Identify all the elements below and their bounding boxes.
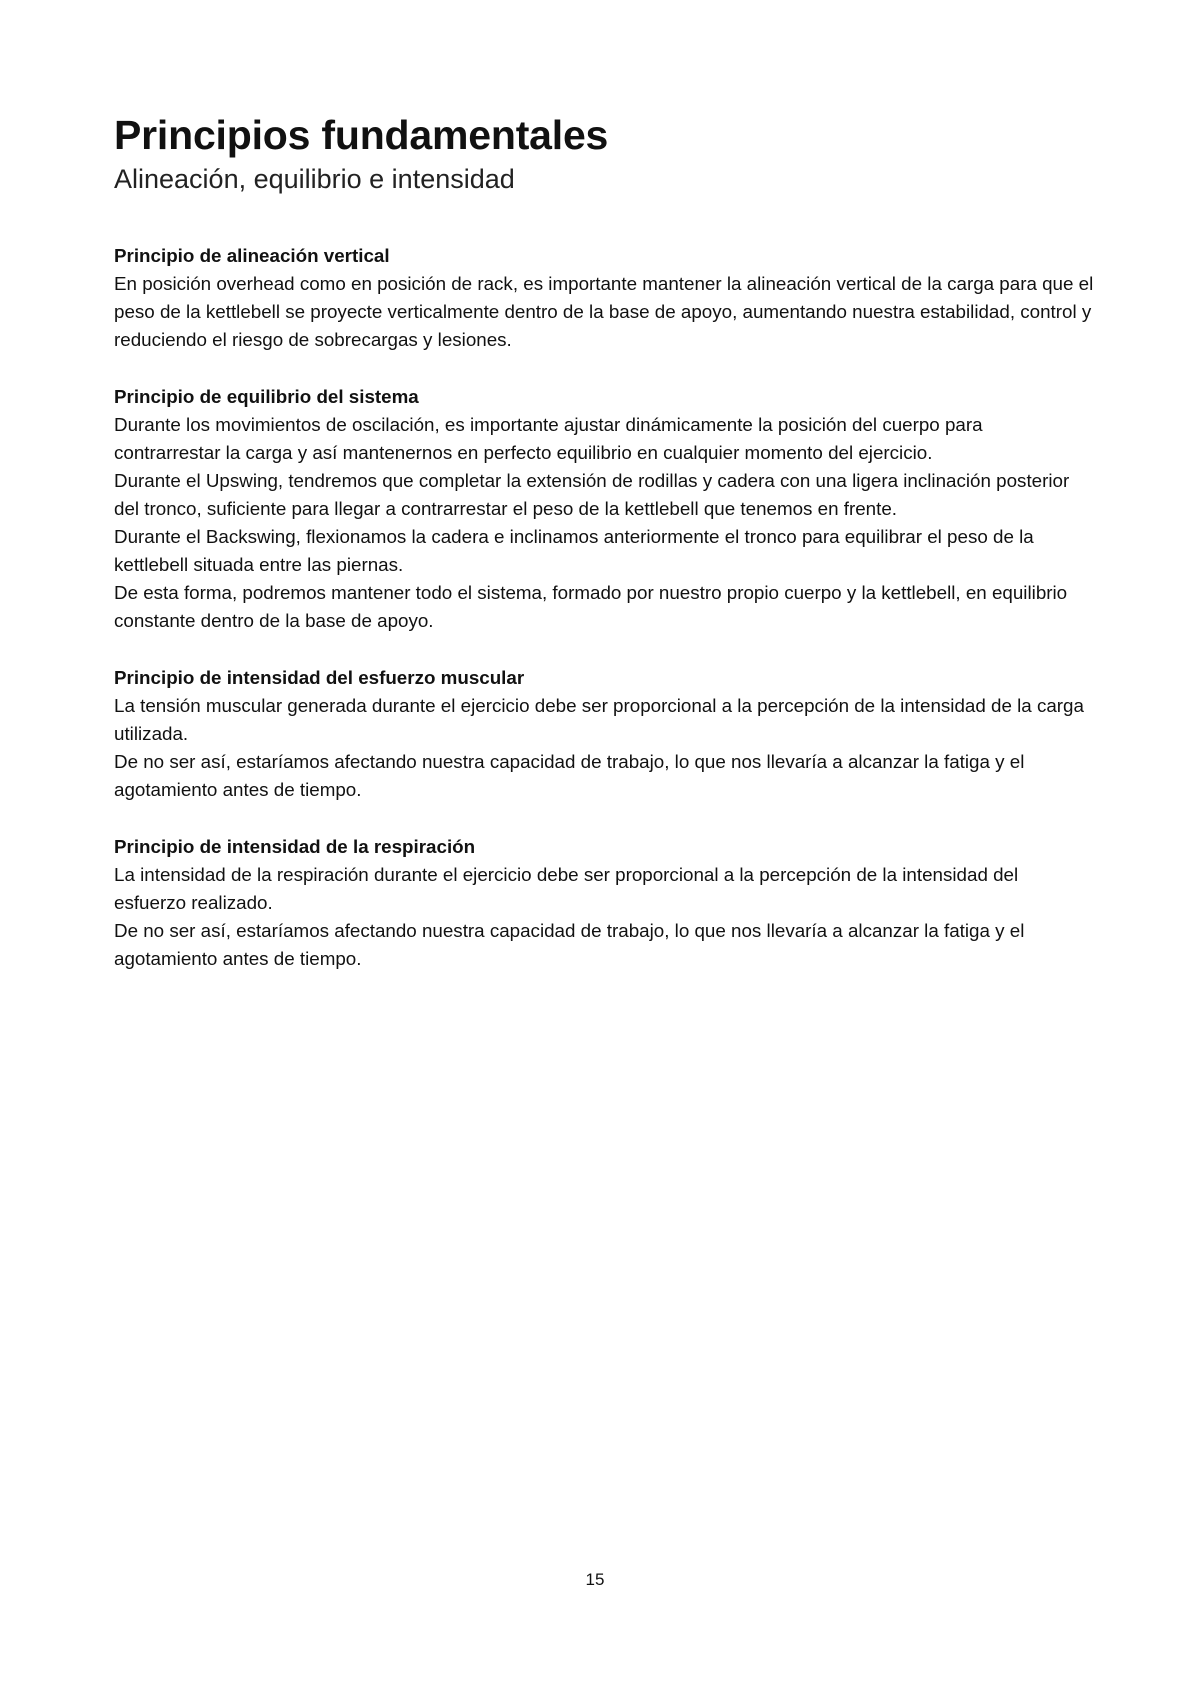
section-heading: Principio de intensidad del esfuerzo muscular xyxy=(114,666,525,688)
section-vertical-alignment xyxy=(114,242,1094,354)
section-paragraph: De no ser así, estaríamos afectando nuestra capacidad de trabajo, lo que nos llevaría a alcanzar la fatiga y el agotamiento antes de tiempo. xyxy=(114,919,1025,969)
page-number: 15 xyxy=(585,1570,605,1589)
section-paragraph: De no ser así, estaríamos afectando nuestra capacidad de trabajo, lo que nos llevaría a alcanzar la fatiga y el agotamiento antes de tiempo. xyxy=(114,750,1025,800)
page-content xyxy=(114,112,1094,1002)
section-paragraph: En posición overhead como en posición de rack, es importante mantener la alineación vertical de la carga para que el peso de la kettlebell se proyecte verticalmente dentro de la base de apoyo, aumentando nuestra estabilidad, control y reduciendo el riesgo de sobrecargas y lesiones. xyxy=(114,272,1094,350)
section-muscular-effort xyxy=(114,664,1094,804)
page-title: Principios fundamentales xyxy=(114,112,609,158)
section-heading: Principio de intensidad de la respiración xyxy=(114,835,476,857)
section-paragraph: Durante el Upswing, tendremos que completar la extensión de rodillas y cadera con una ligera inclinación posterior del tronco, suficiente para llegar a contrarrestar el peso de la kettlebell que tenemos en frente. xyxy=(114,469,1070,519)
page-subtitle: Alineación, equilibrio e intensidad xyxy=(114,164,515,195)
section-heading: Principio de alineación vertical xyxy=(114,244,390,266)
section-system-balance xyxy=(114,383,1094,635)
section-paragraph: La intensidad de la respiración durante el ejercicio debe ser proporcional a la percepción de la intensidad del esfuerzo realizado. xyxy=(114,863,1019,913)
section-paragraph: De esta forma, podremos mantener todo el sistema, formado por nuestro propio cuerpo y la kettlebell, en equilibrio constante dentro de la base de apoyo. xyxy=(114,581,1068,631)
section-heading: Principio de equilibrio del sistema xyxy=(114,385,419,407)
section-breathing-intensity xyxy=(114,833,1094,973)
section-paragraph: Durante los movimientos de oscilación, es importante ajustar dinámicamente la posición del cuerpo para contrarrestar la carga y así mantenernos en perfecto equilibrio en cualquier momento del ejercicio. xyxy=(114,413,983,463)
section-paragraph: La tensión muscular generada durante el ejercicio debe ser proporcional a la percepción de la intensidad de la carga utilizada. xyxy=(114,694,1084,744)
sections-container xyxy=(114,242,1094,973)
section-paragraph: Durante el Backswing, flexionamos la cadera e inclinamos anteriormente el tronco para equilibrar el peso de la kettlebell situada entre las piernas. xyxy=(114,525,1034,575)
